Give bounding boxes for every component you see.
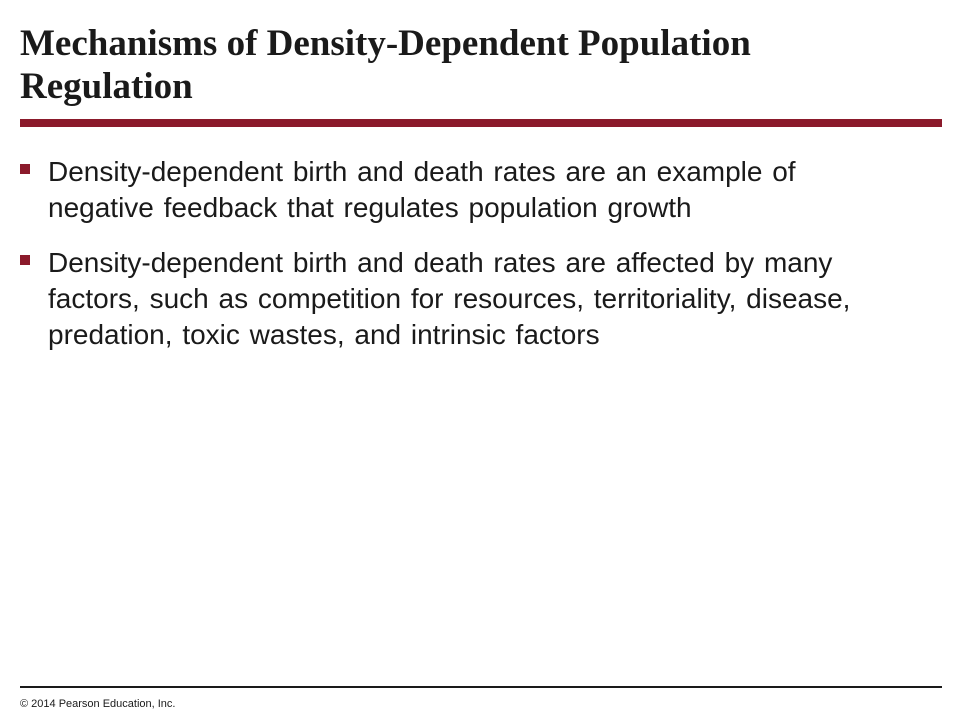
square-bullet-icon: [20, 164, 30, 174]
copyright-notice: © 2014 Pearson Education, Inc.: [20, 698, 176, 710]
bullet-text: Density-dependent birth and death rates are an example of negative feedback that regulates population growth: [48, 156, 796, 223]
bullet-item: [20, 154, 900, 226]
title-underline: [20, 119, 942, 127]
bullet-list: [20, 154, 900, 372]
footer-divider: [20, 686, 942, 688]
bullet-item: [20, 245, 900, 353]
bullet-text: Density-dependent birth and death rates are affected by many factors, such as competition for resources, territoriality, disease, predation, toxic wastes, and intrinsic factors: [48, 247, 851, 350]
slide-title: Mechanisms of Density-Dependent Population Regulation: [20, 23, 751, 107]
square-bullet-icon: [20, 255, 30, 265]
